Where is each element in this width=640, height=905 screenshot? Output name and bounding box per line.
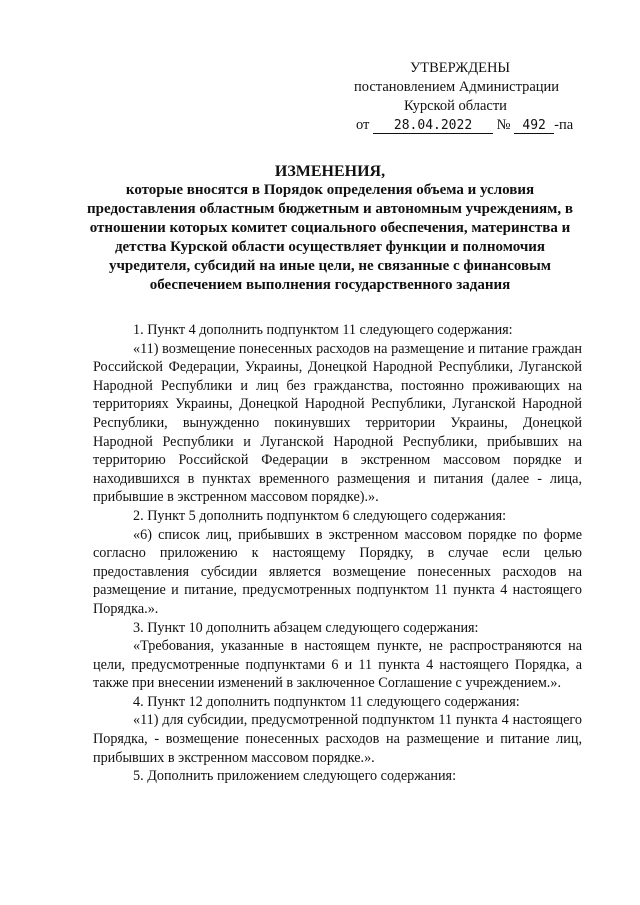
title-subtitle: которые вносятся в Порядок определения объема и условия предоставления областным бюджетным и автономным учреждениям, в отношении которых комитет социального обеспечения, материнства и детства Курской области осуществляет функции и полномочия учредителя, субсидий на иные цели, не связанные с финансовым обеспечением выполнения государственного задания <box>87 182 573 293</box>
approval-date-line <box>352 116 582 135</box>
number-prefix: № <box>496 117 511 133</box>
document-body <box>93 321 582 786</box>
paragraph: 2. Пункт 5 дополнить подпунктом 6 следующего содержания: <box>133 507 507 524</box>
paragraph: «6) список лиц, прибывших в экстренном массовом порядке по форме согласно приложению к настоящему Порядку, в случае если целью предоставления субсидии является возмещение понесенных расходов на размещение и питание, предусмотренных подпунктом 11 пункта 4 настоящего Порядка.». <box>93 526 582 617</box>
number-suffix: -па <box>554 117 574 133</box>
approval-title: УТВЕРЖДЕНЫ <box>410 60 511 76</box>
document-title <box>80 162 580 295</box>
paragraph: 5. Дополнить приложением следующего содержания: <box>133 768 457 785</box>
paragraph: «11) возмещение понесенных расходов на размещение и питание граждан Российской Федерации, Украины, Донецкой Народной Республики, Луганской Народной Республики и лиц без гражданства, постоянно проживающих на территориях Украины, Донецкой Народной Республики, Луганской Народной Республики, вынужденно покинувших территории Украины, Донецкой Народной Республики и Луганской Народной Республики, прибывших на территорию Российской Федерации в экстренном массовом порядке и находившихся в пунктах временного размещения и питания (далее - лица, прибывшие в экстренном массовом порядке).». <box>93 340 582 506</box>
approval-date: 28.04.2022 <box>373 118 493 134</box>
date-prefix: от <box>356 117 370 133</box>
approval-number: 492 <box>514 118 554 134</box>
paragraph: «11) для субсидии, предусмотренной подпунктом 11 пункта 4 настоящего Порядка, - возмещение понесенных расходов на размещение и питание лиц, прибывших в экстренном массовом порядке.». <box>93 712 582 766</box>
paragraph: 1. Пункт 4 дополнить подпунктом 11 следующего содержания: <box>133 322 513 338</box>
approval-region: Курской области <box>404 98 507 114</box>
paragraph: 4. Пункт 12 дополнить подпунктом 11 следующего содержания: <box>133 693 520 710</box>
title-heading: ИЗМЕНЕНИЯ, <box>274 163 386 180</box>
approval-block <box>352 59 582 135</box>
paragraph: 3. Пункт 10 дополнить абзацем следующего содержания: <box>133 619 479 636</box>
approval-issuer: постановлением Администрации <box>354 79 560 95</box>
paragraph: «Требования, указанные в настоящем пункте, не распространяются на цели, предусмотренные подпунктами 6 и 11 пункта 4 настоящего Порядка, а также при внесении изменений в заключенное Соглашение с учреждением.». <box>93 638 582 692</box>
